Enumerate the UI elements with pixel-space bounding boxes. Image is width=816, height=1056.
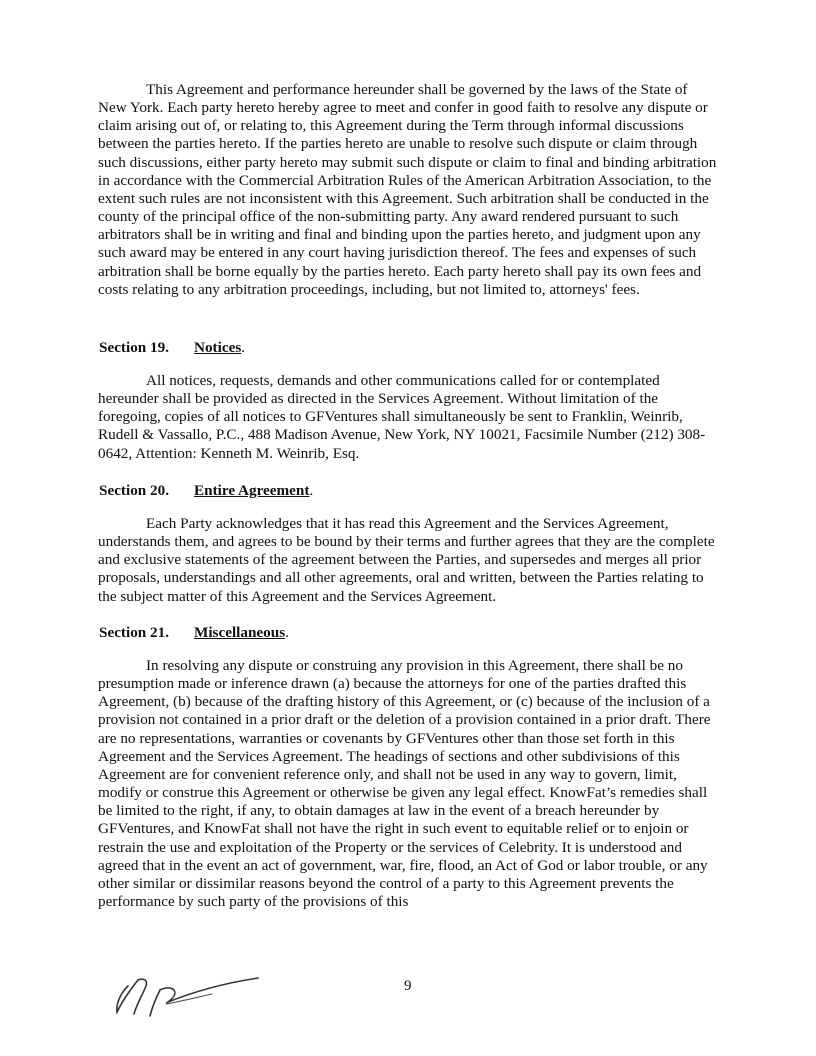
section-19-heading xyxy=(99,339,245,357)
section-number: Section 20. xyxy=(99,482,170,499)
section-title: Notices xyxy=(194,339,242,356)
signature-initials-icon xyxy=(108,968,268,1020)
miscellaneous-paragraph: In resolving any dispute or construing any provision in this Agreement, there shall be no presumption made or inference drawn (a) because the attorneys for one of the parties drafted this Agreement, (b) because of the drafting history of this Agreement, or (c) because of the inclusion of a provision not contained in a prior draft or the deletion of a provision contained in a prior draft. There are no representations, warranties or covenants by GFVentures other than those set forth in this Agreement and the Services Agreement. The headings of sections and other subdivisions of this Agreement are for convenient reference only, and shall not be used in any way to govern, limit, modify or construe this Agreement or otherwise be given any legal effect. KnowFat’s remedies shall be limited to the right, if any, to obtain damages at law in the event of a breach hereunder by GFVentures, and KnowFat shall not have the right in such event to equitable relief or to enjoin or restrain the use and exploitation of the Property or the services of Celebrity. It is understood and agreed that in the event an act of government, war, fire, flood, an Act of God or labor trouble, or any other similar or dissimilar reasons beyond the control of a party to this Agreement prevents the performance by such party of the provisions of this xyxy=(98,657,711,911)
notices-paragraph: All notices, requests, demands and other communications called for or contemplated hereunder shall be provided as directed in the Services Agreement. Without limitation of the foregoing, copies of all notices to GFVentures shall simultaneously be sent to Franklin, Weinrib, Rudell & Vassallo, P.C., 488 Madison Avenue, New York, NY 10021, Facsimile Number (212) 308-0642, Attention: Kenneth M. Weinrib, Esq. xyxy=(98,372,706,462)
section-title: Miscellaneous xyxy=(194,624,286,641)
section-title-period: . xyxy=(241,339,246,356)
section-title-period: . xyxy=(309,482,314,499)
section-title-period: . xyxy=(285,624,289,641)
entire-agreement-paragraph: Each Party acknowledges that it has read this Agreement and the Services Agreement, understands them, and agrees to be bound by their terms and further agrees that they are the complete and exclusive statements of the agreement between the Parties, and supersedes and merges all prior proposals, understandings and all other agreements, oral and written, between the Parties relating to the subject matter of this Agreement and the Services Agreement. xyxy=(98,515,715,605)
section-title: Entire Agreement xyxy=(194,482,310,499)
section-number: Section 21. xyxy=(99,624,170,641)
governing-law-paragraph: This Agreement and performance hereunder shall be governed by the laws of the State of New York. Each party hereto hereby agree to meet and confer in good faith to resolve any dispute or claim arising out of, or relating to, this Agreement during the Term through informal discussions between the parties hereto. If the parties hereto are unable to resolve such dispute or claim through such discussions, either party hereto may submit such dispute or claim to final and binding arbitration in accordance with the Commercial Arbitration Rules of the American Arbitration Association, to the extent such rules are not inconsistent with this Agreement. Such arbitration shall be conducted in the county of the principal office of the non-submitting party. Any award rendered pursuant to such arbitrators shall be in writing and final and binding upon the parties hereto, and judgment upon any such award may be entered in any court having jurisdiction thereof. The fees and expenses of such arbitration shall be borne equally by the parties hereto. Each party hereto shall pay its own fees and costs relating to any arbitration proceedings, including, but not limited to, attorneys' fees. xyxy=(98,81,717,298)
section-20-heading xyxy=(99,482,313,500)
section-number: Section 19. xyxy=(99,339,170,356)
section-21-heading xyxy=(99,624,289,642)
page-number: 9 xyxy=(404,978,412,994)
